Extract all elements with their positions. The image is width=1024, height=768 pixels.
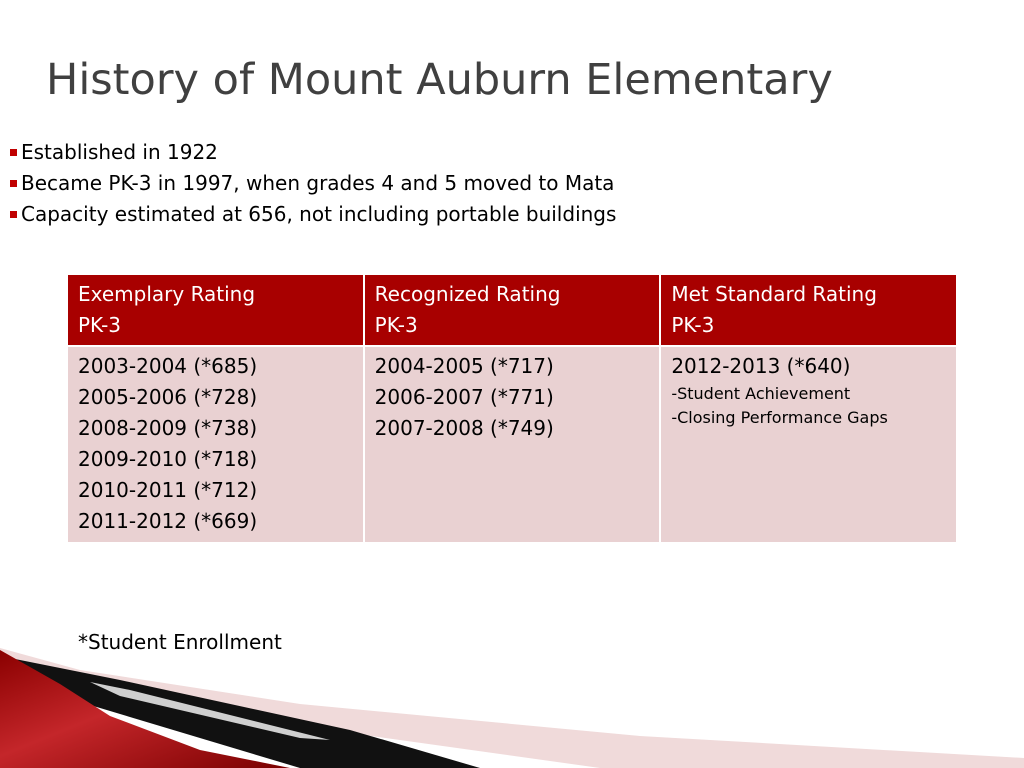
year-entry: 2003-2004 (*685) (78, 354, 258, 378)
bullet-text: Established in 1922 (21, 140, 218, 164)
header-grade: PK-3 (671, 313, 715, 337)
bullet-text: Capacity estimated at 656, not including portable buildings (21, 202, 617, 226)
square-bullet-icon (10, 149, 17, 156)
slide-title: History of Mount Auburn Elementary (46, 55, 833, 105)
footnote: *Student Enrollment (78, 630, 282, 654)
cell-met-standard-years (660, 346, 957, 543)
header-recognized (364, 274, 661, 346)
distinction-entry: -Student Achievement (671, 384, 851, 403)
header-label: Exemplary Rating (78, 282, 256, 306)
cell-exemplary-years (67, 346, 364, 543)
distinction-entry: -Closing Performance Gaps (671, 408, 888, 427)
header-exemplary (67, 274, 364, 346)
bullet-item (10, 199, 616, 230)
cell-recognized-years (364, 346, 661, 543)
square-bullet-icon (10, 211, 17, 218)
table-header-row (67, 274, 957, 346)
year-entry: 2011-2012 (*669) (78, 509, 258, 533)
bullet-item (10, 137, 616, 168)
year-entry: 2010-2011 (*712) (78, 478, 258, 502)
bullet-list (10, 137, 616, 230)
year-entry: 2008-2009 (*738) (78, 416, 258, 440)
header-met-standard (660, 274, 957, 346)
header-grade: PK-3 (78, 313, 122, 337)
ratings-table (66, 273, 958, 544)
bullet-item (10, 168, 616, 199)
year-entry: 2004-2005 (*717) (374, 354, 554, 378)
year-entry: 2012-2013 (*640) (671, 354, 851, 378)
square-bullet-icon (10, 180, 17, 187)
header-label: Met Standard Rating (671, 282, 877, 306)
year-entry: 2005-2006 (*728) (78, 385, 258, 409)
header-grade: PK-3 (374, 313, 418, 337)
bullet-text: Became PK-3 in 1997, when grades 4 and 5 moved to Mata (21, 171, 615, 195)
year-entry: 2006-2007 (*771) (374, 385, 554, 409)
year-entry: 2007-2008 (*749) (374, 416, 554, 440)
year-entry: 2009-2010 (*718) (78, 447, 258, 471)
table-row (67, 346, 957, 543)
decorative-swoosh (0, 640, 1024, 768)
header-label: Recognized Rating (374, 282, 561, 306)
